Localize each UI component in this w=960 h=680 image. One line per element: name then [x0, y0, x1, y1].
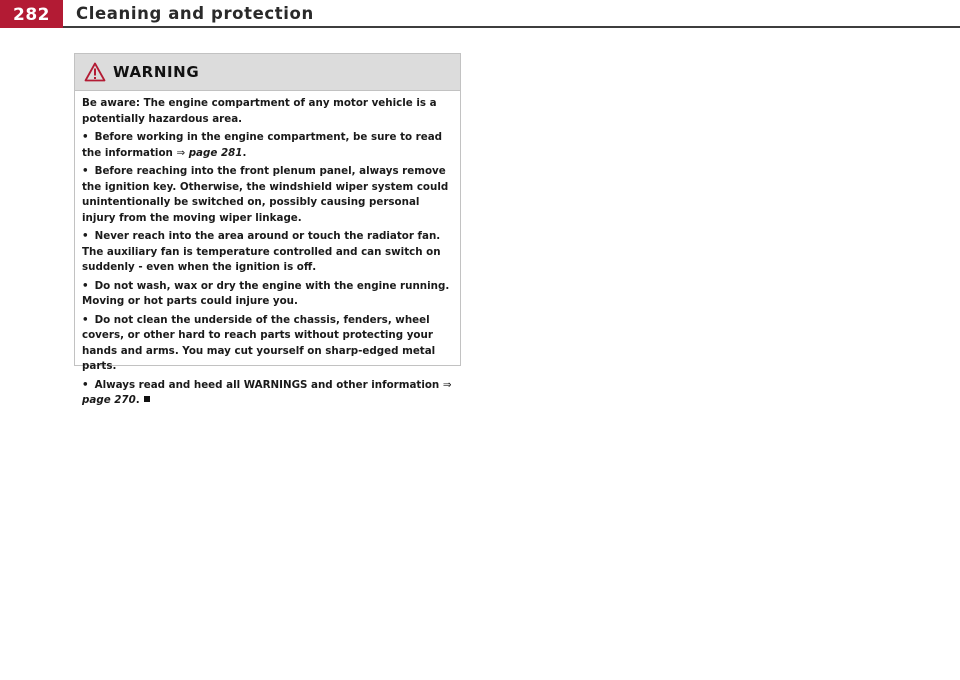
ref-arrow-icon: ⇒ — [442, 378, 452, 391]
bullet: • — [82, 131, 89, 143]
bullet: • — [82, 313, 89, 326]
warning-item-text: Before working in the engine compartment, be sure to read the information — [82, 131, 443, 159]
warning-item — [82, 378, 454, 409]
warning-item-text: Never reach into the area around or touch the radiator fan. The auxiliary fan is temperature controlled and can switch on suddenly - even when the ignition is off. — [82, 230, 441, 273]
warning-item-text: Before reaching into the front plenum panel, always remove the ignition key. Otherwise, the windshield wiper system could unintentionally be switched on, possibly causing personal injury from the moving wiper linkage. — [82, 165, 449, 224]
item-suffix: . — [242, 146, 247, 159]
warning-intro: Be aware: The engine compartment of any motor vehicle is a potentially hazardous area. — [82, 97, 437, 125]
warning-triangle-icon — [84, 62, 106, 82]
warning-item — [82, 130, 454, 161]
section-title: Cleaning and protection — [76, 4, 314, 23]
page-reference-link[interactable]: page 281 — [188, 146, 243, 159]
warning-item — [82, 313, 454, 375]
warning-item-text: Do not clean the underside of the chassis, fenders, wheel covers, or other hard to reach parts without protecting your hands and arms. You may cut yourself on sharp-edged metal parts. — [82, 313, 436, 372]
bullet: • — [82, 279, 89, 292]
warning-item — [82, 229, 454, 276]
warning-title: WARNING — [113, 63, 200, 81]
item-suffix: . — [135, 394, 140, 406]
section-end-marker — [144, 396, 150, 402]
warning-box — [74, 53, 461, 406]
warning-item-text: Always read and heed all WARNINGS and other information — [94, 378, 440, 391]
bullet: • — [82, 165, 89, 177]
bullet: • — [82, 378, 89, 391]
bullet: • — [82, 230, 89, 242]
warning-body — [75, 91, 460, 409]
warning-item-text: Do not wash, wax or dry the engine with the engine running. Moving or hot parts could injure you. — [82, 279, 450, 307]
header-divider — [63, 26, 960, 28]
warning-item — [82, 279, 454, 310]
warning-item — [82, 164, 454, 226]
ref-arrow-icon: ⇒ — [176, 146, 186, 159]
page-reference-link[interactable]: page 270 — [82, 394, 136, 406]
page-number: 282 — [0, 0, 63, 28]
warning-header — [75, 54, 460, 91]
